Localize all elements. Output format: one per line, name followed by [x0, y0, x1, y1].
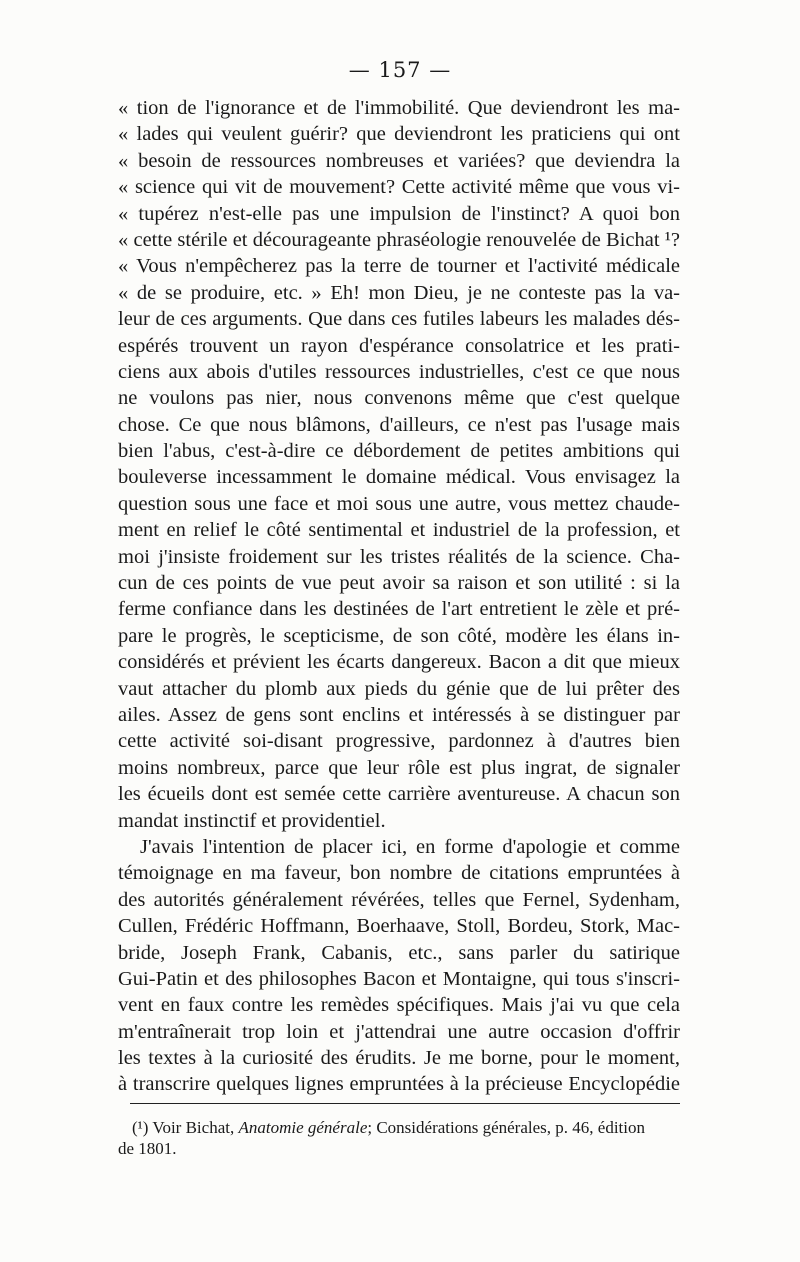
- text-line: J'avais l'intention de placer ici, en forme d'apologie et comme: [140, 835, 680, 858]
- text-line: moi j'insiste froidement sur les tristes réalités de la science. Cha-: [118, 545, 680, 568]
- text-line: leur de ces arguments. Que dans ces futiles labeurs les malades dés-: [118, 308, 680, 331]
- text-line: « lades qui veulent guérir? que deviendront les praticiens qui ont: [118, 123, 680, 146]
- text-line: espérés trouvent un rayon d'espérance consolatrice et les prati-: [118, 334, 680, 357]
- text-line: témoignage en ma faveur, bon nombre de citations empruntées à: [118, 862, 680, 885]
- text-line: ailes. Assez de gens sont enclins et intéressés à se distinguer par: [118, 703, 680, 726]
- text-line: mandat instinctif et providentiel.: [118, 809, 386, 832]
- text-line: chose. Ce que nous blâmons, d'ailleurs, ce n'est pas l'usage mais: [118, 413, 680, 436]
- text-line: « tion de l'ignorance et de l'immobilité. Que deviendront les ma-: [118, 97, 680, 119]
- text-line: cette activité soi-disant progressive, pardonnez à d'autres bien: [118, 730, 680, 753]
- text-line: bride, Joseph Frank, Cabanis, etc., sans parler du satirique: [118, 941, 680, 964]
- footnote-line: [118, 1117, 680, 1138]
- footnote-marker: (¹): [132, 1118, 149, 1137]
- footnote: [118, 1117, 680, 1159]
- text-line: « science qui vit de mouvement? Cette activité même que vous vi-: [118, 176, 680, 199]
- footnote-line-2: de 1801.: [118, 1139, 177, 1158]
- text-line: moins nombreux, parce que leur rôle est plus ingrat, de signaler: [118, 756, 680, 779]
- text-line: des autorités généralement révérées, telles que Fernel, Sydenham,: [118, 888, 680, 911]
- text-line: Gui-Patin et des philosophes Bacon et Montaigne, qui tous s'inscri-: [118, 967, 680, 990]
- text-line: vent en faux contre les remèdes spécifiques. Mais j'ai vu que cela: [118, 994, 680, 1017]
- text-line: « besoin de ressources nombreuses et variées? que deviendra la: [118, 149, 680, 172]
- text-line: « tupérez n'est-elle pas une impulsion de l'instinct? A quoi bon: [118, 202, 680, 225]
- body-text: [118, 95, 680, 1098]
- text-line: ne voulons pas nier, nous convenons même que c'est quelque: [118, 387, 680, 410]
- text-line: ment en relief le côté sentimental et industriel de la profession, et: [118, 519, 680, 542]
- text-line: Cullen, Frédéric Hoffmann, Boerhaave, Stoll, Bordeu, Stork, Mac-: [118, 915, 680, 938]
- text-line: m'entraînerait trop loin et j'attendrai une autre occasion d'offrir: [118, 1020, 680, 1043]
- footnote-divider: [130, 1103, 680, 1104]
- text-line: cun de ces points de vue peut avoir sa raison et son utilité : si la: [118, 572, 680, 595]
- text-line: « de se produire, etc. » Eh! mon Dieu, je ne conteste pas la va-: [118, 281, 680, 304]
- text-line: les écueils dont est semée cette carrière aventureuse. A chacun son: [118, 783, 680, 806]
- text-line: « Vous n'empêcherez pas la terre de tourner et l'activité médicale: [118, 255, 680, 278]
- text-line: bouleverse incessamment le domaine médical. Vous envisagez la: [118, 466, 680, 489]
- text-line: vaut attacher du plomb aux pieds du génie que de lui prêter des: [118, 677, 680, 700]
- footnote-text-after: ; Considérations générales, p. 46, édition: [367, 1118, 645, 1137]
- footnote-italic-title: Anatomie générale: [238, 1118, 368, 1137]
- text-line: question sous une face et moi sous une autre, vous mettez chaude-: [118, 492, 680, 515]
- text-line: ferme confiance dans les destinées de l'art entretient le zèle et pré-: [118, 598, 680, 621]
- text-line: ciens aux abois d'utiles ressources industrielles, c'est ce que nous: [118, 360, 680, 383]
- text-line: à transcrire quelques lignes empruntées à la précieuse Encyclopédie: [118, 1073, 680, 1096]
- text-line: considérés et prévient les écarts dangereux. Bacon a dit que mieux: [118, 651, 680, 674]
- page-number: — 157 —: [348, 58, 452, 82]
- text-line: les textes à la curiosité des érudits. Je me borne, pour le moment,: [118, 1047, 680, 1070]
- footnote-text: Voir Bichat,: [152, 1118, 235, 1137]
- text-line: « cette stérile et décourageante phraséologie renouvelée de Bichat ¹?: [118, 228, 680, 251]
- text-line: pare le progrès, le scepticisme, de son côté, modère les élans in-: [118, 624, 680, 647]
- text-line: bien l'abus, c'est-à-dire ce débordement de petites ambitions qui: [118, 440, 680, 463]
